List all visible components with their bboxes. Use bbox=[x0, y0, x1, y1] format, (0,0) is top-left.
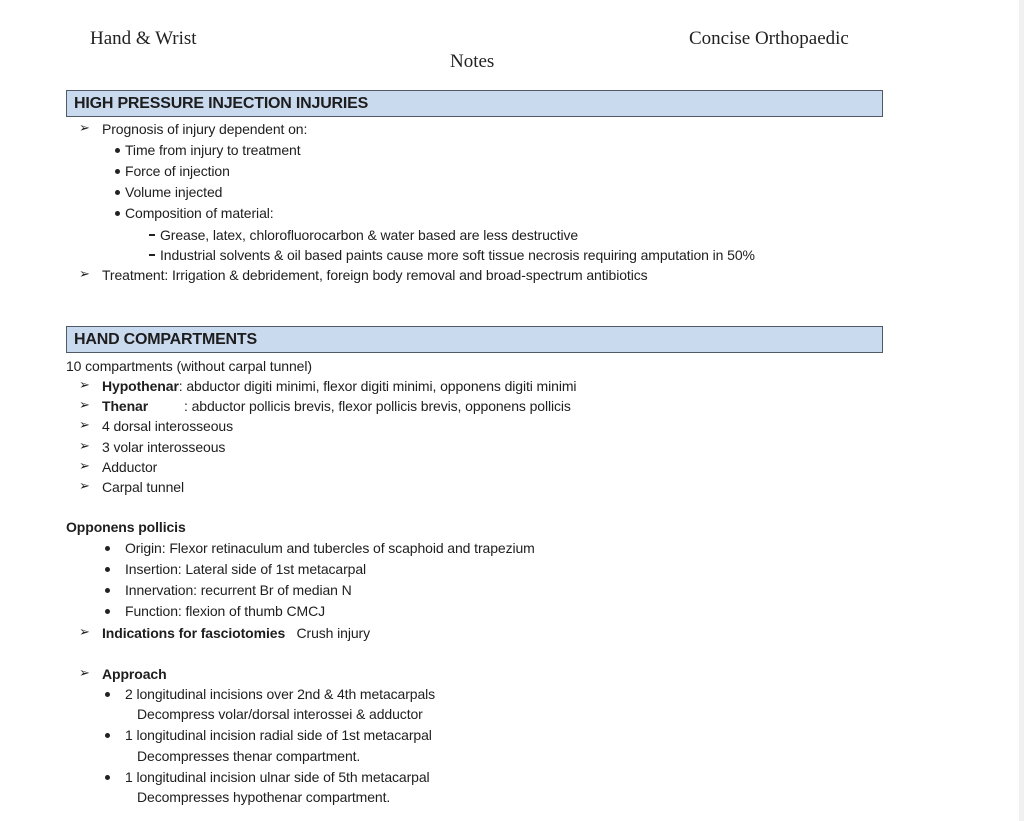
header-right: Concise Orthopaedic bbox=[689, 28, 849, 49]
compartment-item bbox=[102, 397, 571, 415]
prognosis-item: Volume injected bbox=[125, 184, 223, 200]
opponens-item: Origin: Flexor retinaculum and tubercles of scaphoid and trapezium bbox=[125, 540, 535, 556]
bullet-dot-icon bbox=[105, 775, 110, 780]
dash-bullet-icon bbox=[149, 254, 155, 256]
header-center: Notes bbox=[450, 51, 495, 72]
approach-item-line2: Decompress volar/dorsal interossei & adductor bbox=[137, 706, 423, 722]
prognosis-label: Prognosis of injury dependent on: bbox=[102, 121, 308, 137]
composition-sub-item: Grease, latex, chlorofluorocarbon & water based are less destructive bbox=[160, 227, 579, 243]
opponens-title: Opponens pollicis bbox=[66, 519, 186, 535]
approach-item-line2: Decompresses thenar compartment. bbox=[137, 748, 361, 764]
arrow-bullet-icon: ➢ bbox=[79, 397, 90, 412]
header-left: Hand & Wrist bbox=[90, 28, 197, 49]
page-edge bbox=[1019, 0, 1024, 821]
bullet-dot-icon bbox=[105, 692, 110, 697]
approach-item-line1: 1 longitudinal incision ulnar side of 5th metacarpal bbox=[125, 769, 430, 785]
bullet-dot-icon bbox=[105, 546, 110, 551]
dash-bullet-icon bbox=[149, 234, 155, 236]
prognosis-item: Composition of material: bbox=[125, 205, 274, 221]
indications-label: Indications for fasciotomies bbox=[102, 625, 286, 641]
approach-label: Approach bbox=[102, 666, 167, 682]
approach-item-line2: Decompresses hypothenar compartment. bbox=[137, 789, 391, 805]
bullet-dot-icon bbox=[105, 588, 110, 593]
approach-item-line1: 2 longitudinal incisions over 2nd & 4th metacarpals bbox=[125, 686, 436, 702]
compartment-text: : abductor pollicis brevis, flexor pollicis brevis, opponens pollicis bbox=[184, 398, 571, 414]
opponens-item: Function: flexion of thumb CMCJ bbox=[125, 603, 325, 619]
compartment-label: Thenar bbox=[102, 398, 149, 414]
opponens-item: Insertion: Lateral side of 1st metacarpal bbox=[125, 561, 367, 577]
compartment-item: 3 volar interosseous bbox=[102, 439, 226, 455]
compartment-label: Hypothenar bbox=[102, 378, 179, 394]
compartment-item bbox=[102, 377, 576, 395]
compartment-text: : abductor digiti minimi, flexor digiti minimi, opponens digiti minimi bbox=[178, 378, 577, 394]
treatment-text: Treatment: Irrigation & debridement, foreign body removal and broad-spectrum antibiotics bbox=[102, 267, 648, 283]
indications-text: Crush injury bbox=[296, 625, 370, 641]
compartment-item: Carpal tunnel bbox=[102, 479, 184, 495]
arrow-bullet-icon: ➢ bbox=[79, 458, 90, 473]
bullet-dot-icon bbox=[115, 148, 120, 153]
arrow-bullet-icon: ➢ bbox=[79, 266, 90, 281]
arrow-bullet-icon: ➢ bbox=[79, 624, 90, 639]
prognosis-item: Force of injection bbox=[125, 163, 230, 179]
section-title-high-pressure: HIGH PRESSURE INJECTION INJURIES bbox=[66, 90, 883, 117]
bullet-dot-icon bbox=[105, 609, 110, 614]
prognosis-item: Time from injury to treatment bbox=[125, 142, 301, 158]
composition-sub-item: Industrial solvents & oil based paints cause more soft tissue necrosis requiring amputation in 50% bbox=[160, 247, 755, 263]
compartments-intro: 10 compartments (without carpal tunnel) bbox=[66, 358, 312, 374]
bullet-dot-icon bbox=[115, 169, 120, 174]
arrow-bullet-icon: ➢ bbox=[79, 665, 90, 680]
opponens-item: Innervation: recurrent Br of median N bbox=[125, 582, 352, 598]
arrow-bullet-icon: ➢ bbox=[79, 120, 90, 135]
section-title-hand-compartments: HAND COMPARTMENTS bbox=[66, 326, 883, 353]
arrow-bullet-icon: ➢ bbox=[79, 478, 90, 493]
compartment-item: 4 dorsal interosseous bbox=[102, 418, 233, 434]
bullet-dot-icon bbox=[105, 733, 110, 738]
approach-item-line1: 1 longitudinal incision radial side of 1st metacarpal bbox=[125, 727, 432, 743]
indications-item bbox=[102, 624, 370, 642]
compartment-item: Adductor bbox=[102, 459, 158, 475]
bullet-dot-icon bbox=[105, 567, 110, 572]
arrow-bullet-icon: ➢ bbox=[79, 438, 90, 453]
arrow-bullet-icon: ➢ bbox=[79, 417, 90, 432]
bullet-dot-icon bbox=[115, 190, 120, 195]
arrow-bullet-icon: ➢ bbox=[79, 377, 90, 392]
bullet-dot-icon bbox=[115, 211, 120, 216]
